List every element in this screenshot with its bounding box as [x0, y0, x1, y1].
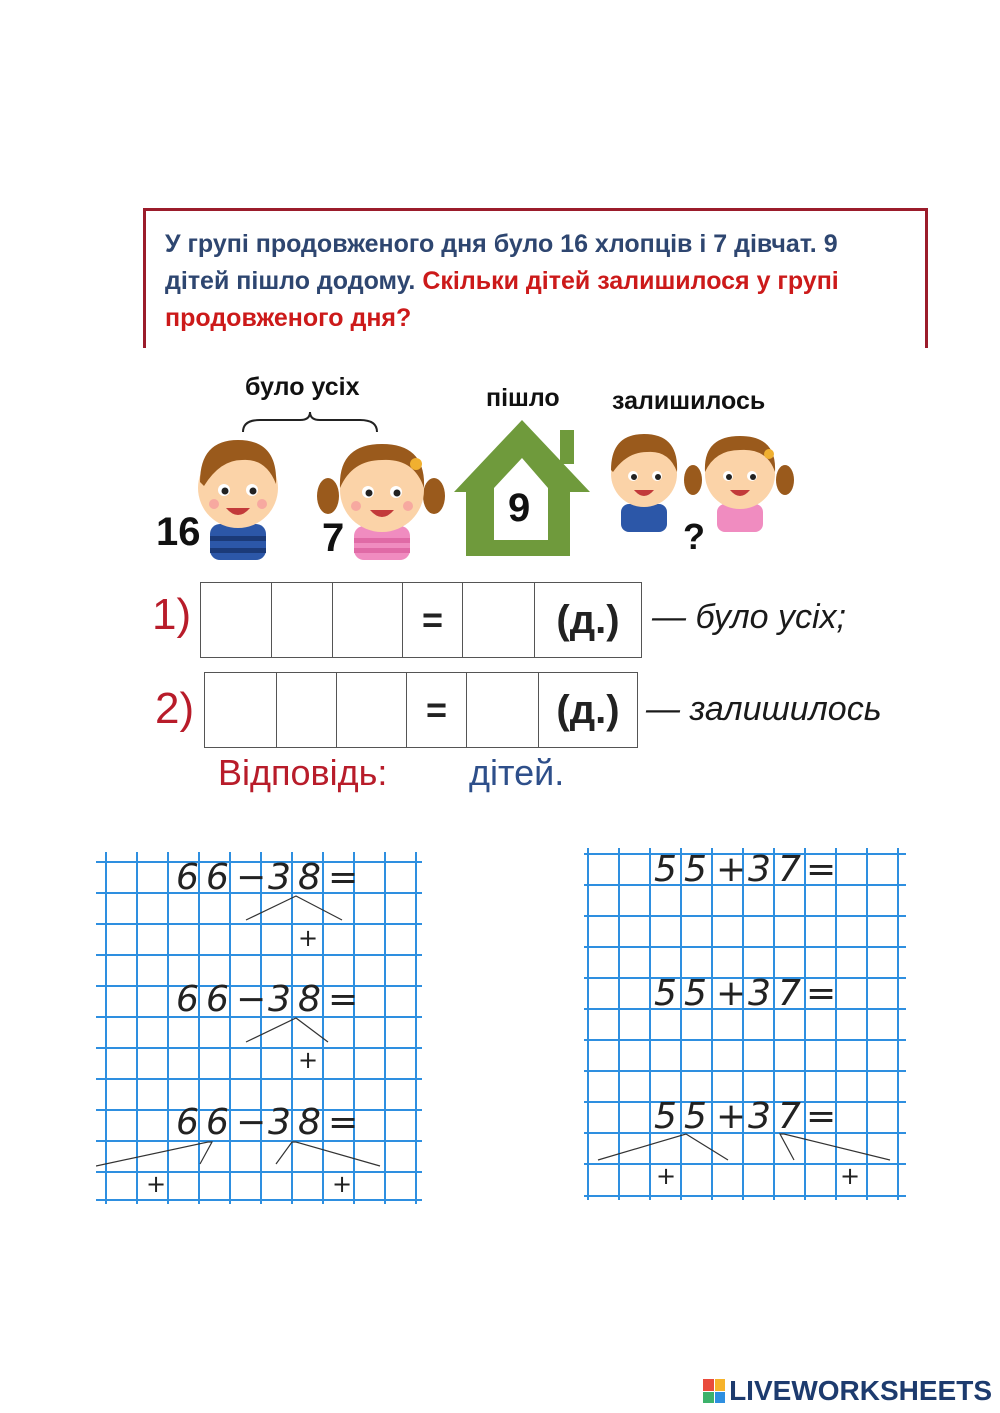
row-1-input-op[interactable]: [272, 582, 333, 658]
unknown-mark: ?: [683, 516, 705, 557]
left-row-3-split-input-1[interactable]: [116, 1172, 142, 1198]
right-row-2-operator: +: [716, 973, 747, 1014]
left-grid-lines: [96, 852, 422, 1204]
right-row-3-equals: =: [806, 1096, 837, 1137]
left-row-1-split-input-2[interactable]: [318, 928, 342, 954]
left-row-2-equals: =: [328, 979, 359, 1020]
left-row-3-operator: −: [236, 1102, 267, 1143]
left-row-3-digit-b2: 8: [298, 1102, 321, 1143]
left-row-1-answer-input[interactable]: [362, 864, 418, 892]
row-2-input-b[interactable]: [337, 672, 407, 748]
left-row-3-equals: =: [328, 1102, 359, 1143]
left-row-1-split-plus: +: [298, 924, 319, 952]
right-row-3-operator: +: [716, 1096, 747, 1137]
right-row-2-digit-a1: 5: [654, 973, 677, 1014]
right-row-2-equals: =: [806, 973, 837, 1014]
left-row-1-split-input-1[interactable]: [236, 928, 260, 954]
boys-count: 16: [156, 510, 201, 554]
problem-statement: У групі продовженого дня було 16 хлопців і 7 дівчат. 9 дітей пішло додому.: [165, 230, 838, 295]
right-row-3-answer-input[interactable]: [840, 1104, 896, 1132]
right-row-1-equals: =: [806, 849, 837, 890]
girls-count: 7: [322, 516, 345, 560]
right-row-2-digit-b1: 3: [748, 973, 771, 1014]
right-row-3-split-input-4[interactable]: [868, 1166, 894, 1192]
left-row-2-digit-b1: 3: [268, 979, 291, 1020]
left-row-1-equals: =: [328, 857, 359, 898]
right-grid-lines: [584, 848, 906, 1200]
row-2-input-op[interactable]: [277, 672, 337, 748]
right-row-3-split-input-3[interactable]: [780, 1166, 806, 1192]
left-row-2-operator: −: [236, 979, 267, 1020]
row-2-number: 2): [155, 684, 195, 733]
row-1-number: 1): [152, 590, 192, 639]
left-row-3-split-input-4[interactable]: [358, 1172, 384, 1198]
row-2-equals: =: [407, 672, 467, 748]
row-1-input-result[interactable]: [463, 582, 535, 658]
left-grid: [96, 852, 422, 1204]
row-2-input-result[interactable]: [467, 672, 539, 748]
left-row-3-digit-b1: 3: [268, 1102, 291, 1143]
problem-question: Скільки дітей залишилося у групі продовженого дня?: [165, 267, 839, 332]
equation-row-2: [204, 672, 638, 748]
row-1-equals: =: [403, 582, 463, 658]
label-all: було усіх: [245, 373, 360, 401]
right-row-3-digit-b2: 7: [778, 1096, 801, 1137]
right-row-1-operator: +: [716, 849, 747, 890]
left-row-2-split-input-1[interactable]: [236, 1050, 260, 1076]
right-row-3-split-input-1[interactable]: [598, 1166, 624, 1192]
right-row-3-split-plus-1: +: [656, 1162, 677, 1190]
problem-text: [165, 226, 865, 337]
label-remaining: залишилось: [612, 387, 766, 415]
equation-row-1: [200, 582, 642, 658]
right-row-1-digit-a1: 5: [654, 849, 677, 890]
right-row-2-answer-input[interactable]: [840, 980, 896, 1008]
brand-name: LIVEWORKSHEETS: [729, 1375, 992, 1406]
left-row-2-answer-input[interactable]: [362, 986, 418, 1014]
left-row-3-answer-input[interactable]: [362, 1110, 418, 1138]
row-2-unit: (д.): [539, 672, 638, 748]
row-1-input-b[interactable]: [333, 582, 403, 658]
right-row-1-answer-input[interactable]: [840, 856, 896, 884]
answer-label: Відповідь:: [218, 752, 388, 793]
right-row-1-digit-b2: 7: [778, 849, 801, 890]
left-row-3-split-plus-2: +: [332, 1170, 353, 1198]
right-row-1-digit-a2: 5: [684, 849, 707, 890]
left-row-1-operator: −: [236, 857, 267, 898]
right-row-1-digit-b1: 3: [748, 849, 771, 890]
row-1-input-a[interactable]: [200, 582, 272, 658]
label-left: пішло: [486, 384, 560, 412]
answer-unit: дітей.: [469, 752, 565, 793]
left-row-2-split-plus: +: [298, 1046, 319, 1074]
left-row-3-split-input-2[interactable]: [172, 1172, 198, 1198]
brand-logo-icon: [703, 1379, 725, 1403]
row-2-description: — залишилось: [646, 690, 882, 728]
left-row-2-digit-a2: 6: [206, 979, 229, 1020]
left-row-3-split-input-3[interactable]: [272, 1172, 298, 1198]
left-row-1-digit-a2: 6: [206, 857, 229, 898]
right-row-3-split-input-2[interactable]: [684, 1166, 710, 1192]
left-row-1-digit-b2: 8: [298, 857, 321, 898]
left-row-3-split-plus-1: +: [146, 1170, 167, 1198]
left-row-2-digit-b2: 8: [298, 979, 321, 1020]
row-1-unit: (д.): [535, 582, 642, 658]
right-row-2-digit-a2: 5: [684, 973, 707, 1014]
answer-input[interactable]: [392, 756, 464, 794]
row-1-description: — було усіх;: [652, 598, 846, 636]
left-row-2-digit-a1: 6: [176, 979, 199, 1020]
right-row-2-digit-b2: 7: [778, 973, 801, 1014]
left-row-3-digit-a2: 6: [206, 1102, 229, 1143]
boy-icon: [192, 432, 282, 560]
left-row-1-digit-b1: 3: [268, 857, 291, 898]
brand: [703, 1375, 992, 1407]
brace-icon: [240, 410, 380, 434]
right-row-3-digit-b1: 3: [748, 1096, 771, 1137]
left-row-3-digit-a1: 6: [176, 1102, 199, 1143]
left-row-1-digit-a1: 6: [176, 857, 199, 898]
right-row-3-split-plus-2: +: [840, 1162, 861, 1190]
row-2-input-a[interactable]: [204, 672, 277, 748]
right-grid: [584, 848, 906, 1200]
right-row-3-digit-a2: 5: [684, 1096, 707, 1137]
boy-small-icon: [603, 428, 685, 532]
house-number: 9: [508, 486, 531, 530]
left-row-2-split-input-2[interactable]: [318, 1050, 342, 1076]
right-row-3-digit-a1: 5: [654, 1096, 677, 1137]
